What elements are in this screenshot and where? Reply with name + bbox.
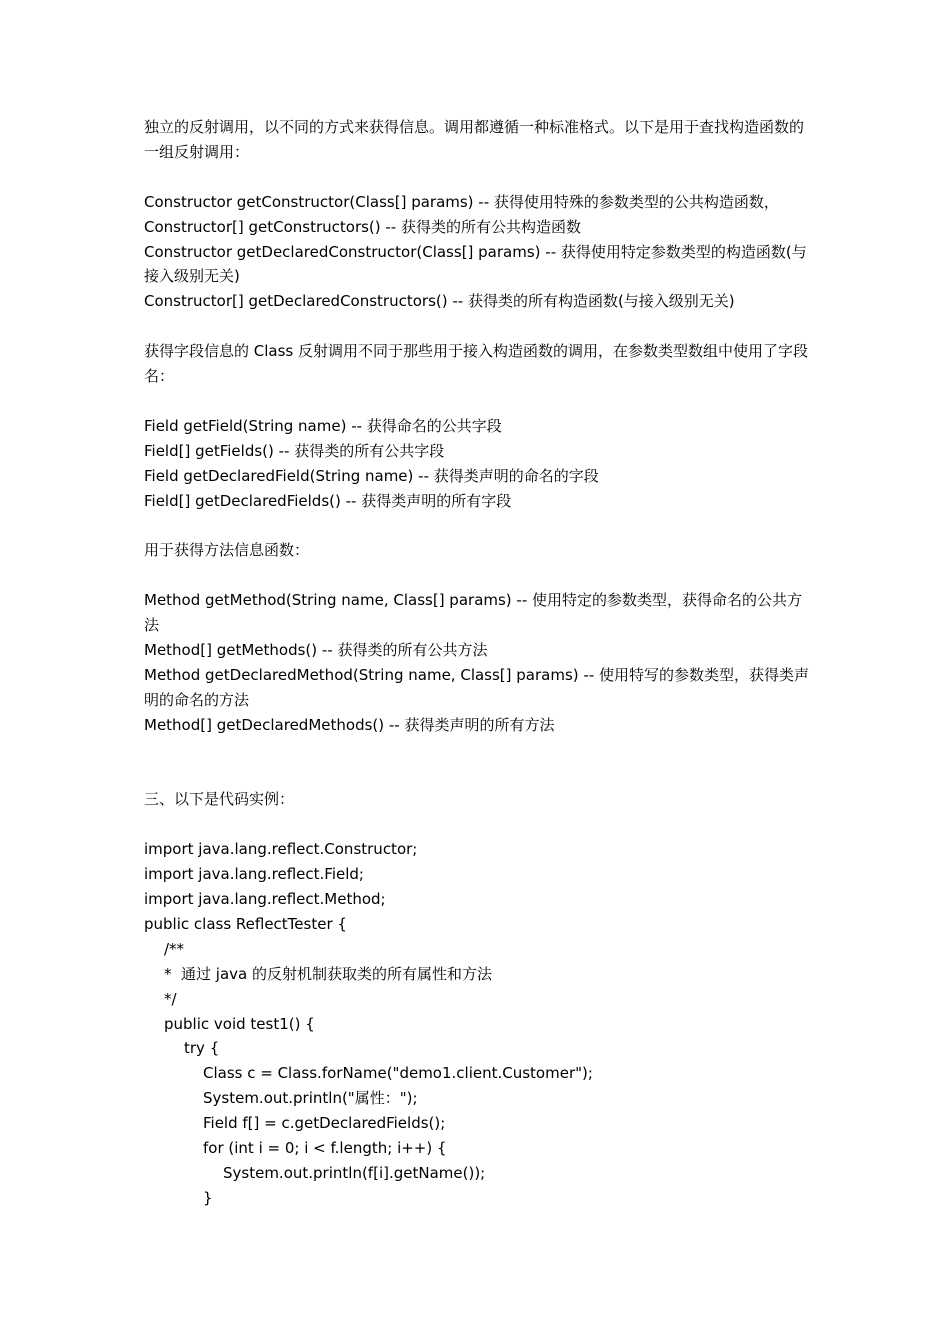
- code-line: /**: [164, 939, 185, 958]
- spacer: [144, 165, 809, 190]
- spacer: [144, 389, 809, 414]
- code-line: public class ReflectTester {: [144, 914, 347, 933]
- constructor-call-3: Constructor getDeclaredConstructor(Class[] params) -- 获得使用特定参数类型的构造函数(与接入级别无关): [144, 242, 807, 286]
- constructor-call-2: Constructor[] getConstructors() -- 获得类的所有公共构造函数: [144, 217, 581, 236]
- code-line: import java.lang.reflect.Field;: [144, 865, 364, 884]
- document-page: [144, 115, 809, 1211]
- code-line: Field f[] = c.getDeclaredFields();: [203, 1114, 446, 1133]
- field-call-3: Field getDeclaredField(String name) -- 获得类声明的命名的字段: [144, 466, 599, 485]
- code-line: for (int i = 0; i < f.length; i++) {: [203, 1139, 447, 1158]
- code-line: public void test1() {: [164, 1014, 315, 1033]
- code-line: */: [164, 989, 177, 1008]
- constructor-call-4: Constructor[] getDeclaredConstructors() -- 获得类的所有构造函数(与接入级别无关): [144, 292, 735, 311]
- method-paragraph: 用于获得方法信息函数：: [144, 541, 310, 560]
- spacer: [144, 738, 809, 788]
- code-line: }: [203, 1188, 213, 1207]
- code-block: [144, 837, 809, 1211]
- method-call-4: Method[] getDeclaredMethods() -- 获得类声明的所有方法: [144, 715, 555, 734]
- spacer: [144, 513, 809, 538]
- section-heading: 三、以下是代码实例：: [144, 790, 295, 809]
- spacer: [144, 812, 809, 837]
- code-line: * 通过 java 的反射机制获取类的所有属性和方法: [164, 964, 493, 983]
- method-call-3: Method getDeclaredMethod(String name, Class[] params) -- 使用特写的参数类型，获得类声明的命名的方法: [144, 665, 809, 709]
- method-call-2: Method[] getMethods() -- 获得类的所有公共方法: [144, 640, 488, 659]
- method-call-1: Method getMethod(String name, Class[] params) -- 使用特定的参数类型，获得命名的公共方法: [144, 591, 803, 635]
- intro-paragraph: 独立的反射调用，以不同的方式来获得信息。调用都遵循一种标准格式。以下是用于查找构造函数的一组反射调用：: [144, 118, 805, 161]
- field-call-2: Field[] getFields() -- 获得类的所有公共字段: [144, 441, 445, 460]
- field-call-4: Field[] getDeclaredFields() -- 获得类声明的所有字段: [144, 491, 512, 510]
- constructor-call-1: Constructor getConstructor(Class[] params) -- 获得使用特殊的参数类型的公共构造函数，: [144, 192, 779, 211]
- code-line: import java.lang.reflect.Method;: [144, 889, 386, 908]
- code-line: import java.lang.reflect.Constructor;: [144, 840, 418, 859]
- spacer: [144, 314, 809, 339]
- code-line: Class c = Class.forName("demo1.client.Customer");: [203, 1064, 593, 1083]
- field-paragraph: 获得字段信息的 Class 反射调用不同于那些用于接入构造函数的调用，在参数类型数组中使用了字段名：: [144, 342, 809, 386]
- code-line: try {: [184, 1039, 220, 1058]
- code-line: System.out.println("属性：");: [203, 1089, 418, 1108]
- field-call-1: Field getField(String name) -- 获得命名的公共字段: [144, 416, 502, 435]
- code-line: System.out.println(f[i].getName());: [223, 1163, 486, 1182]
- spacer: [144, 563, 809, 588]
